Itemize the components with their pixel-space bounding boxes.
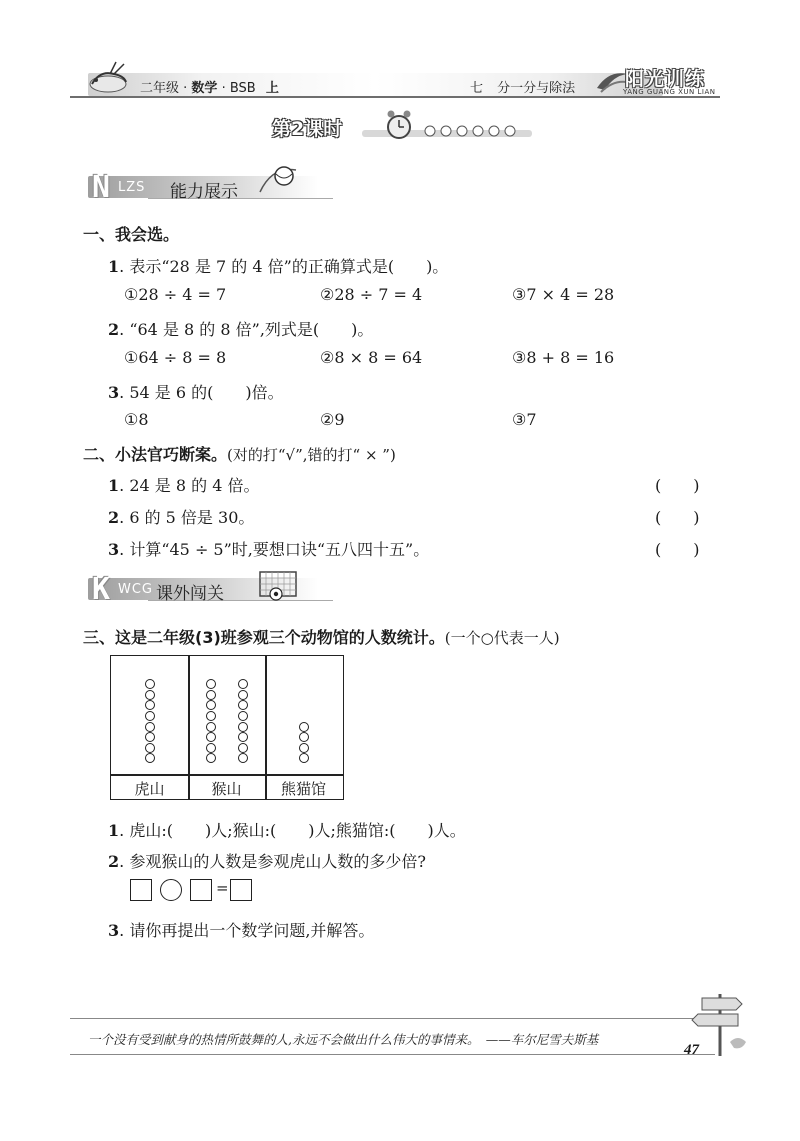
person-circle bbox=[238, 753, 248, 763]
person-circle bbox=[299, 732, 309, 742]
person-circle bbox=[299, 743, 309, 753]
lesson-title: 第2课时 bbox=[272, 118, 343, 140]
section-challenge-abbr: WCG bbox=[118, 582, 154, 597]
part1-q2-option-2[interactable]: ②8 × 8 = 64 bbox=[320, 348, 423, 367]
decorative-circles-icon bbox=[422, 124, 532, 138]
item-text: . 计算“45 ÷ 5”时,要想口诀“五八四十五”。 bbox=[119, 540, 430, 559]
flying-ball-icon bbox=[256, 162, 302, 198]
section-challenge bbox=[88, 570, 333, 607]
footer-rule-bottom bbox=[70, 1054, 715, 1055]
part3-heading-row bbox=[83, 625, 560, 648]
section-challenge-title: 课外闯关 bbox=[156, 584, 224, 604]
part1-question-3 bbox=[108, 380, 284, 403]
part2-answer-3[interactable]: ( ) bbox=[655, 540, 700, 559]
answer-box-1[interactable] bbox=[130, 879, 152, 901]
part2-item-3 bbox=[108, 537, 429, 560]
item-number: 2 bbox=[108, 508, 120, 527]
item-number: 1 bbox=[108, 476, 120, 495]
person-circle bbox=[145, 679, 155, 689]
person-circle bbox=[206, 722, 216, 732]
alarm-clock-icon bbox=[384, 108, 414, 142]
header-volume: 上 bbox=[265, 81, 279, 96]
table-baseline bbox=[111, 774, 343, 776]
part3-question-1 bbox=[108, 818, 466, 841]
equals-sign: = bbox=[216, 879, 229, 897]
question-number: 2 bbox=[108, 320, 120, 339]
part2-answer-2[interactable]: ( ) bbox=[655, 508, 700, 527]
question-text: . 表示“28 是 7 的 4 倍”的正确算式是( )。 bbox=[119, 257, 449, 276]
header-subject: 数学 bbox=[191, 81, 218, 96]
question-text: . 参观猴山的人数是参观虎山人数的多少倍? bbox=[119, 852, 426, 871]
part1-q2-option-1[interactable]: ①64 ÷ 8 = 8 bbox=[124, 348, 227, 367]
pictograph-table bbox=[110, 655, 344, 800]
operator-circle[interactable] bbox=[160, 879, 182, 901]
part1-q3-option-3[interactable]: ③7 bbox=[512, 410, 537, 429]
answer-box-2[interactable] bbox=[190, 879, 212, 901]
part2-answer-1[interactable]: ( ) bbox=[655, 476, 700, 495]
header-course: 二年级 · 数学 · BSB 上 bbox=[140, 81, 279, 96]
part2-item-2 bbox=[108, 505, 254, 528]
person-circle bbox=[145, 722, 155, 732]
part2-heading-row bbox=[83, 442, 396, 465]
header-chapter-no: 七 bbox=[470, 81, 484, 96]
answer-box-3[interactable] bbox=[230, 879, 252, 901]
part1-q3-option-2[interactable]: ②9 bbox=[320, 410, 345, 429]
person-circle bbox=[238, 743, 248, 753]
header-chapter-title: 分一分与除法 bbox=[497, 81, 576, 96]
question-text: . “64 是 8 的 8 倍”,列式是( )。 bbox=[119, 320, 374, 339]
person-circle bbox=[145, 743, 155, 753]
part1-q3-option-1[interactable]: ①8 bbox=[124, 410, 149, 429]
person-circle bbox=[206, 743, 216, 753]
person-circle bbox=[238, 690, 248, 700]
brand-subtitle: YANG GUANG XUN LIAN bbox=[623, 88, 716, 96]
person-circle bbox=[238, 732, 248, 742]
question-text: . 54 是 6 的( )倍。 bbox=[119, 383, 284, 402]
header-chapter bbox=[470, 77, 575, 96]
table-label-monkey-hill: 猴山 bbox=[211, 780, 242, 798]
part3-question-2 bbox=[108, 849, 426, 872]
person-circle bbox=[299, 753, 309, 763]
person-circle bbox=[238, 679, 248, 689]
question-number: 3 bbox=[108, 383, 120, 402]
item-text: . 24 是 8 的 4 倍。 bbox=[119, 476, 260, 495]
part1-question-2 bbox=[108, 317, 373, 340]
grasshopper-logo-icon bbox=[80, 60, 132, 98]
item-text: . 6 的 5 倍是 30。 bbox=[119, 508, 255, 527]
section-ability bbox=[88, 168, 333, 205]
footer-rule-top bbox=[70, 1018, 715, 1019]
footer-quote: 一个没有受到献身的热情所鼓舞的人,永远不会做出什么伟大的事情来。 ——车尔尼雪夫斯基 bbox=[88, 1032, 599, 1047]
part2-heading: 二、小法官巧断案。 bbox=[83, 445, 228, 464]
question-number: 1 bbox=[108, 821, 120, 840]
page-number: 47 bbox=[684, 1042, 699, 1058]
soccer-goal-icon bbox=[256, 568, 304, 602]
lesson-banner bbox=[272, 114, 532, 142]
person-circle bbox=[238, 700, 248, 710]
person-circle bbox=[206, 679, 216, 689]
part1-q2-option-3[interactable]: ③8 + 8 = 16 bbox=[512, 348, 615, 367]
part3-question-3 bbox=[108, 918, 374, 941]
person-circle bbox=[206, 700, 216, 710]
part1-q1-option-1[interactable]: ①28 ÷ 4 = 7 bbox=[124, 285, 227, 304]
brand-title: 阳光训练 bbox=[625, 68, 706, 90]
person-circle bbox=[145, 753, 155, 763]
person-circle bbox=[145, 700, 155, 710]
part3-note: (一个○代表一人) bbox=[444, 629, 560, 647]
person-circle bbox=[206, 711, 216, 721]
person-circle bbox=[299, 722, 309, 732]
person-circle bbox=[238, 711, 248, 721]
person-circle bbox=[206, 690, 216, 700]
part1-question-1 bbox=[108, 254, 448, 277]
person-circle bbox=[145, 711, 155, 721]
part1-q1-option-2[interactable]: ②28 ÷ 7 = 4 bbox=[320, 285, 423, 304]
question-number: 1 bbox=[108, 257, 120, 276]
part1-heading: 一、我会选。 bbox=[83, 225, 180, 244]
person-circle bbox=[206, 732, 216, 742]
person-circle bbox=[145, 690, 155, 700]
item-number: 3 bbox=[108, 540, 120, 559]
question-number: 2 bbox=[108, 852, 120, 871]
part2-note: (对的打“√”,错的打“ × ”) bbox=[227, 446, 396, 464]
part1-q1-option-3[interactable]: ③7 × 4 = 28 bbox=[512, 285, 615, 304]
table-label-panda-house: 熊猫馆 bbox=[280, 780, 326, 798]
question-text: . 虎山:( )人;猴山:( )人;熊猫馆:( )人。 bbox=[119, 821, 466, 840]
part2-item-1 bbox=[108, 473, 259, 496]
section-ability-letter: N bbox=[92, 170, 111, 205]
brand-logo bbox=[595, 64, 720, 100]
part3-heading: 三、这是二年级(3)班参观三个动物馆的人数统计。 bbox=[83, 628, 445, 647]
section-ability-title: 能力展示 bbox=[170, 182, 238, 202]
question-number: 3 bbox=[108, 921, 120, 940]
person-circle bbox=[206, 753, 216, 763]
section-ability-abbr: LZS bbox=[118, 180, 146, 195]
header-grade: 二年级 bbox=[140, 81, 180, 96]
header-edition: BSB bbox=[229, 81, 256, 96]
person-circle bbox=[145, 732, 155, 742]
section-challenge-letter: K bbox=[92, 572, 111, 607]
table-label-tiger-hill: 虎山 bbox=[134, 780, 165, 798]
question-text: . 请你再提出一个数学问题,并解答。 bbox=[119, 921, 375, 940]
person-circle bbox=[238, 722, 248, 732]
